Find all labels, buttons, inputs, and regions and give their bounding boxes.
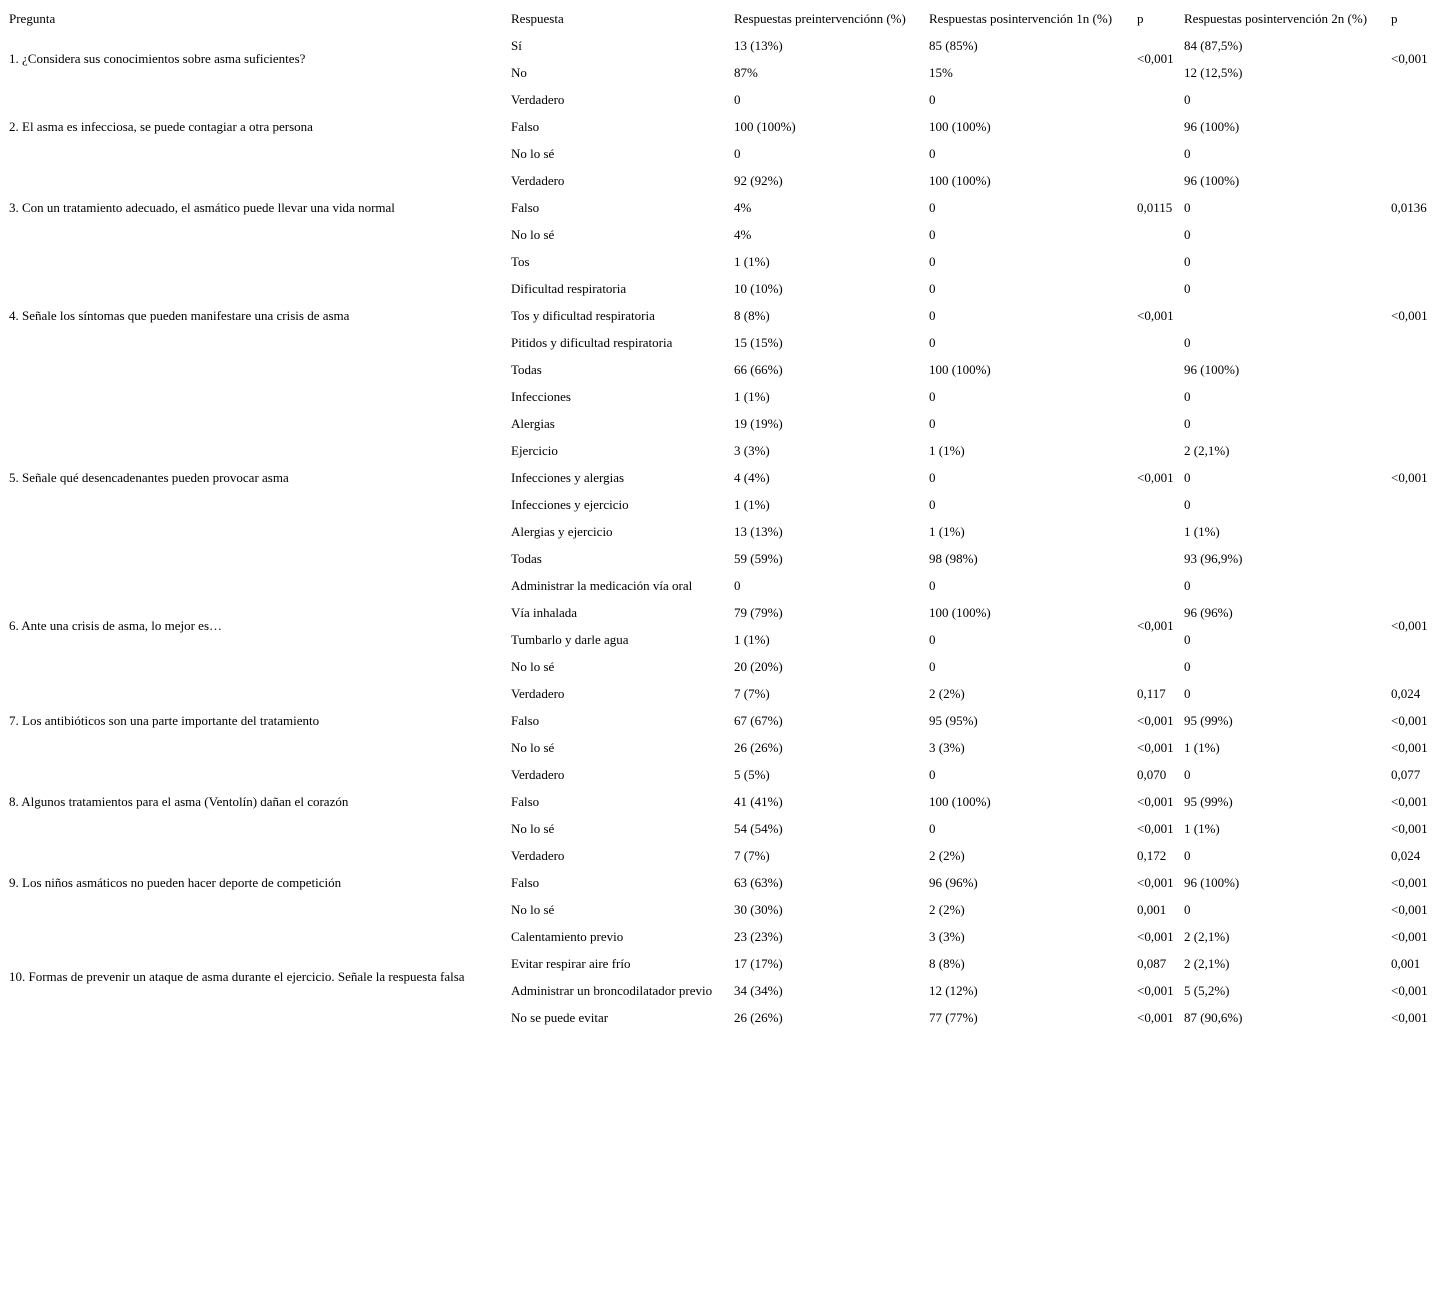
answer-option: Falso	[511, 874, 540, 890]
pos1-value: 2 (2%)	[929, 685, 965, 701]
pos1-value: 0	[929, 496, 936, 512]
answer-option: Tos y dificultad respiratoria	[511, 307, 655, 323]
p1-value: 0,117	[1137, 685, 1166, 701]
p1-value: <0,001	[1137, 982, 1174, 998]
pos2-value: 0	[1184, 199, 1191, 215]
pre-value: 1 (1%)	[734, 388, 770, 404]
answer-option: Calentamiento previo	[511, 928, 624, 944]
p2-value: <0,001	[1391, 874, 1428, 890]
pos1-value: 1 (1%)	[929, 442, 965, 458]
pos2-value: 0	[1184, 577, 1191, 593]
p2-value: <0,001	[1391, 982, 1428, 998]
answer-option: Administrar la medicación vía oral	[511, 577, 693, 593]
header-p2: p	[1391, 10, 1398, 26]
p2-value: 0,024	[1391, 847, 1421, 863]
p1-value: 0,0115	[1137, 199, 1173, 215]
answer-option: No lo sé	[511, 739, 555, 755]
p2-value: <0,001	[1391, 793, 1428, 809]
pos1-value: 0	[929, 577, 936, 593]
question-text: 3. Con un tratamiento adecuado, el asmático puede llevar una vida normal	[9, 199, 395, 215]
p1-value: <0,001	[1137, 618, 1174, 633]
pos2-value: 0	[1184, 253, 1191, 269]
pos2-value: 96 (100%)	[1184, 172, 1240, 188]
pos2-value: 0	[1184, 469, 1191, 485]
pos2-value: 93 (96,9%)	[1184, 550, 1243, 566]
answer-option: Ejercicio	[511, 442, 558, 458]
header-p1: p	[1137, 10, 1144, 26]
pos2-value: 12 (12,5%)	[1184, 64, 1243, 80]
question-text: 10. Formas de prevenir un ataque de asma durante el ejercicio. Señale la respuesta falsa	[9, 969, 465, 984]
p1-value: <0,001	[1137, 874, 1174, 890]
pos1-value: 0	[929, 469, 936, 485]
pos2-value: 5 (5,2%)	[1184, 982, 1230, 998]
question-text: 9. Los niños asmáticos no pueden hacer deporte de competición	[9, 874, 342, 890]
pre-value: 59 (59%)	[734, 550, 783, 566]
p1-value: 0,070	[1137, 766, 1167, 782]
pre-value: 13 (13%)	[734, 523, 783, 539]
pre-value: 4%	[734, 226, 752, 242]
pos2-value: 96 (96%)	[1184, 604, 1233, 620]
pre-value: 92 (92%)	[734, 172, 783, 188]
pre-value: 66 (66%)	[734, 361, 783, 377]
pos1-value: 0	[929, 226, 936, 242]
pre-value: 1 (1%)	[734, 631, 770, 647]
p1-value: <0,001	[1137, 793, 1174, 809]
p2-value: 0,024	[1391, 685, 1421, 701]
p2-value: <0,001	[1391, 928, 1428, 944]
p1-value: <0,001	[1137, 820, 1174, 836]
p1-value: <0,001	[1137, 469, 1174, 485]
pre-value: 26 (26%)	[734, 1009, 783, 1025]
answer-option: Falso	[511, 712, 540, 728]
p1-value: 0,001	[1137, 901, 1167, 917]
p2-value: 0,077	[1391, 766, 1421, 782]
pre-value: 4 (4%)	[734, 469, 770, 485]
pos1-value: 77 (77%)	[929, 1009, 978, 1025]
header-pos2: Respuestas posintervención 2n (%)	[1184, 10, 1368, 26]
pos1-value: 0	[929, 334, 936, 350]
table-row	[8, 87, 1435, 112]
pre-value: 30 (30%)	[734, 901, 783, 917]
p1-value: <0,001	[1137, 712, 1174, 728]
answer-option: Infecciones y alergias	[511, 469, 625, 485]
p1-value: 0,087	[1137, 955, 1167, 971]
p2-value: <0,001	[1391, 307, 1428, 323]
pre-value: 10 (10%)	[734, 280, 783, 296]
pre-value: 100 (100%)	[734, 118, 796, 134]
answer-option: Evitar respirar aire frío	[511, 955, 631, 971]
question-text: 7. Los antibióticos son una parte importante del tratamiento	[9, 712, 320, 728]
pos1-value: 0	[929, 199, 936, 215]
pos1-value: 100 (100%)	[929, 361, 991, 377]
pos1-value: 0	[929, 658, 936, 674]
pos2-value: 95 (99%)	[1184, 712, 1233, 728]
header-pregunta: Pregunta	[9, 10, 56, 26]
pos1-value: 0	[929, 820, 936, 836]
p2-value: <0,001	[1391, 51, 1428, 66]
pos2-value: 87 (90,6%)	[1184, 1009, 1243, 1025]
pos1-value: 0	[929, 145, 936, 161]
pos1-value: 100 (100%)	[929, 604, 991, 620]
pre-value: 1 (1%)	[734, 496, 770, 512]
pos2-value	[1183, 303, 1388, 328]
pre-value: 54 (54%)	[734, 820, 783, 836]
pos2-value: 2 (2,1%)	[1184, 928, 1230, 944]
p1-value: <0,001	[1137, 307, 1174, 323]
p1-value: <0,001	[1137, 739, 1174, 755]
header-respuesta: Respuesta	[511, 10, 564, 26]
pos1-value: 0	[929, 307, 936, 323]
pos1-value: 100 (100%)	[929, 118, 991, 134]
header-pos1: Respuestas posintervención 1n (%)	[929, 10, 1113, 26]
answer-option: Sí	[511, 37, 522, 53]
answer-option: Todas	[511, 361, 542, 377]
p2-value	[1390, 87, 1435, 166]
pos1-value: 3 (3%)	[929, 928, 965, 944]
pos1-value: 0	[929, 415, 936, 431]
pre-value: 17 (17%)	[734, 955, 783, 971]
p2-value: <0,001	[1391, 901, 1428, 917]
pre-value: 8 (8%)	[734, 307, 770, 323]
answer-option: Verdadero	[511, 766, 565, 782]
pos1-value: 8 (8%)	[929, 955, 965, 971]
p2-value: <0,001	[1391, 618, 1428, 633]
pre-value: 87%	[734, 64, 758, 80]
pre-value: 19 (19%)	[734, 415, 783, 431]
pos1-value: 0	[929, 91, 936, 107]
pos1-value: 85 (85%)	[929, 37, 978, 53]
answer-option: Tumbarlo y darle agua	[511, 631, 629, 647]
pos1-value: 96 (96%)	[929, 874, 978, 890]
table-row	[8, 681, 1435, 706]
answer-option: Falso	[511, 793, 540, 809]
answer-option: No lo sé	[511, 820, 555, 836]
question-text: 8. Algunos tratamientos para el asma (Ventolín) dañan el corazón	[9, 793, 349, 809]
p1-value: <0,001	[1137, 928, 1174, 944]
pre-value: 67 (67%)	[734, 712, 783, 728]
pos1-value: 3 (3%)	[929, 739, 965, 755]
answer-option: No lo sé	[511, 901, 555, 917]
answer-option: Alergias y ejercicio	[511, 523, 613, 539]
answer-option: Alergias	[511, 415, 555, 431]
pos2-value: 0	[1184, 280, 1191, 296]
pos2-value: 0	[1184, 847, 1191, 863]
pos2-value: 0	[1184, 766, 1191, 782]
pos2-value: 1 (1%)	[1184, 739, 1220, 755]
p1-value	[1136, 87, 1181, 166]
pos1-value: 1 (1%)	[929, 523, 965, 539]
pos2-value: 0	[1184, 658, 1191, 674]
p1-value: <0,001	[1137, 1009, 1174, 1025]
question-text: 4. Señale los síntomas que pueden manifestare una crisis de asma	[9, 307, 350, 323]
pre-value: 7 (7%)	[734, 847, 770, 863]
p2-value: <0,001	[1391, 1009, 1428, 1025]
pre-value: 20 (20%)	[734, 658, 783, 674]
pos1-value: 0	[929, 766, 936, 782]
answer-option: Verdadero	[511, 91, 565, 107]
pos2-value: 0	[1184, 496, 1191, 512]
p2-value: <0,001	[1391, 820, 1428, 836]
pos1-value: 98 (98%)	[929, 550, 978, 566]
pos2-value: 0	[1184, 631, 1191, 647]
pre-value: 79 (79%)	[734, 604, 783, 620]
pre-value: 3 (3%)	[734, 442, 770, 458]
question-text: 1. ¿Considera sus conocimientos sobre asma suficientes?	[9, 51, 306, 66]
answer-option: Infecciones	[511, 388, 571, 404]
header-row	[8, 6, 1435, 31]
pre-value: 34 (34%)	[734, 982, 783, 998]
pos1-value: 0	[929, 253, 936, 269]
pre-value: 15 (15%)	[734, 334, 783, 350]
pos2-value: 0	[1184, 226, 1191, 242]
answer-option: No	[511, 64, 527, 80]
pos2-value: 96 (100%)	[1184, 874, 1240, 890]
pos2-value: 0	[1184, 334, 1191, 350]
answer-option: Vía inhalada	[511, 604, 578, 620]
pos2-value: 0	[1184, 685, 1191, 701]
answer-option: Verdadero	[511, 685, 565, 701]
pre-value: 63 (63%)	[734, 874, 783, 890]
header-pre: Respuestas preintervenciónn (%)	[734, 10, 906, 26]
pos1-value: 2 (2%)	[929, 847, 965, 863]
p1-value: <0,001	[1137, 51, 1174, 66]
pre-value: 0	[734, 145, 741, 161]
answer-option: Verdadero	[511, 847, 565, 863]
answer-option: Administrar un broncodilatador previo	[511, 982, 713, 998]
table-row	[8, 384, 1435, 409]
pos1-value: 95 (95%)	[929, 712, 978, 728]
answer-option: Todas	[511, 550, 542, 566]
answer-option: Pitidos y dificultad respiratoria	[511, 334, 673, 350]
pos1-value: 0	[929, 280, 936, 296]
p2-value: <0,001	[1391, 739, 1428, 755]
table-row	[8, 573, 1435, 598]
pre-value: 0	[734, 577, 741, 593]
pos1-value: 2 (2%)	[929, 901, 965, 917]
table-row	[8, 249, 1435, 274]
answer-option: No lo sé	[511, 145, 555, 161]
p2-value: <0,001	[1391, 469, 1428, 485]
answer-option: No lo sé	[511, 226, 555, 242]
table-row	[8, 843, 1435, 868]
results-table	[6, 4, 1437, 1032]
pre-value: 41 (41%)	[734, 793, 783, 809]
question-text: 2. El asma es infecciosa, se puede contagiar a otra persona	[9, 118, 313, 134]
answer-option: Verdadero	[511, 172, 565, 188]
question-text: 5. Señale qué desencadenantes pueden provocar asma	[9, 469, 289, 485]
p2-value: 0,0136	[1391, 199, 1427, 215]
pre-value: 4%	[734, 199, 752, 215]
pos2-value: 84 (87,5%)	[1184, 37, 1243, 53]
table-row	[8, 924, 1435, 949]
table-row	[8, 33, 1435, 58]
pos2-value: 0	[1184, 91, 1191, 107]
table-row	[8, 168, 1435, 193]
pos2-value: 2 (2,1%)	[1184, 955, 1230, 971]
pre-value: 5 (5%)	[734, 766, 770, 782]
p2-value: 0,001	[1391, 955, 1421, 971]
pos2-value: 96 (100%)	[1184, 361, 1240, 377]
p1-value: 0,172	[1137, 847, 1167, 863]
pos2-value: 0	[1184, 415, 1191, 431]
answer-option: Tos	[511, 253, 530, 269]
answer-option: Falso	[511, 199, 540, 215]
pos1-value: 100 (100%)	[929, 793, 991, 809]
pre-value: 23 (23%)	[734, 928, 783, 944]
answer-option: No lo sé	[511, 658, 555, 674]
table-row	[8, 762, 1435, 787]
pos2-value: 0	[1184, 388, 1191, 404]
answer-option: Infecciones y ejercicio	[511, 496, 629, 512]
pos2-value: 0	[1184, 145, 1191, 161]
question-text: 6. Ante una crisis de asma, lo mejor es…	[9, 618, 223, 633]
pos1-value: 15%	[929, 64, 953, 80]
pos1-value: 100 (100%)	[929, 172, 991, 188]
pos2-value: 96 (100%)	[1184, 118, 1240, 134]
answer-option: Dificultad respiratoria	[511, 280, 627, 296]
pos2-value: 0	[1184, 901, 1191, 917]
pos1-value: 0	[929, 631, 936, 647]
pos2-value: 2 (2,1%)	[1184, 442, 1230, 458]
pos2-value: 1 (1%)	[1184, 523, 1220, 539]
pre-value: 13 (13%)	[734, 37, 783, 53]
answer-option: No se puede evitar	[511, 1009, 609, 1025]
p2-value: <0,001	[1391, 712, 1428, 728]
answer-option: Falso	[511, 118, 540, 134]
pre-value: 0	[734, 91, 741, 107]
pos2-value: 1 (1%)	[1184, 820, 1220, 836]
pos1-value: 12 (12%)	[929, 982, 978, 998]
pre-value: 26 (26%)	[734, 739, 783, 755]
pre-value: 1 (1%)	[734, 253, 770, 269]
pre-value: 7 (7%)	[734, 685, 770, 701]
pos2-value: 95 (99%)	[1184, 793, 1233, 809]
pos1-value: 0	[929, 388, 936, 404]
